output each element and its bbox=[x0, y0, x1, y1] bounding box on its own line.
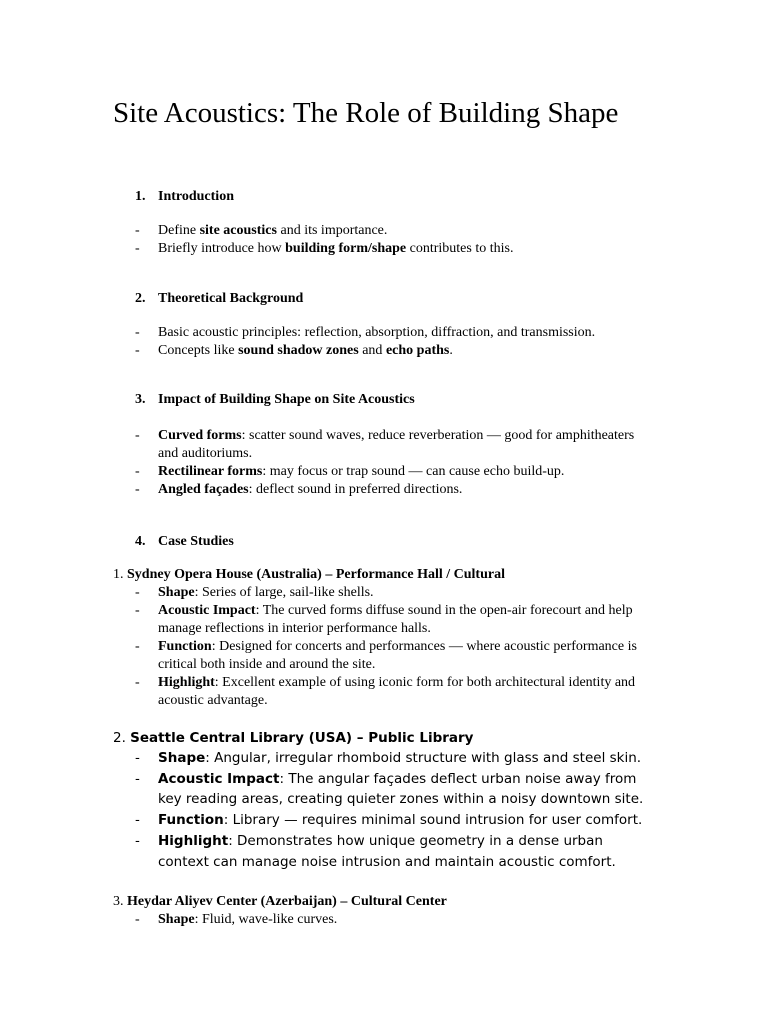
bullet-text: : The angular façades deflect urban noise away from key reading areas, creating quieter zones within a noisy downtown site. bbox=[158, 770, 644, 808]
bullet-item bbox=[135, 674, 655, 710]
case-number: 1. bbox=[113, 567, 127, 582]
bullet-text: : Fluid, wave-like curves. bbox=[194, 912, 338, 927]
bold-term: Function bbox=[158, 639, 212, 654]
section-heading-text: Theoretical Background bbox=[158, 291, 304, 306]
bullet-item bbox=[135, 222, 655, 240]
section-number: 1. bbox=[135, 189, 146, 204]
case-number: 2. bbox=[113, 730, 131, 746]
case-study-title-sydney bbox=[113, 566, 505, 584]
bullet-text: : The curved forms diffuse sound in the open-air forecourt and help manage reflections in interior performance halls. bbox=[158, 603, 633, 636]
case-title-text: Seattle Central Library (USA) – Public Library bbox=[130, 730, 474, 746]
bullet-text: Basic acoustic principles: reflection, absorption, diffraction, and transmission. bbox=[158, 325, 596, 340]
bullet-list bbox=[135, 222, 655, 258]
section-heading-case-studies bbox=[135, 533, 234, 551]
bullet-text: : Excellent example of using iconic form for both architectural identity and acoustic advantage. bbox=[158, 675, 636, 708]
bullet-list bbox=[135, 911, 655, 929]
bold-term: sound shadow zones bbox=[238, 343, 359, 358]
case-title-text: Heydar Aliyev Center (Azerbaijan) – Cultural Center bbox=[127, 894, 447, 909]
section-heading-impact bbox=[135, 391, 415, 409]
bullet-item bbox=[135, 463, 655, 481]
bullet-text: : Series of large, sail-like shells. bbox=[194, 585, 374, 600]
bold-term: Angled façades bbox=[158, 482, 249, 497]
bullet-text: : scatter sound waves, reduce reverberation — good for amphitheaters and auditoriums. bbox=[158, 428, 635, 461]
section-heading-theoretical-background bbox=[135, 290, 303, 308]
bullet-text: : Designed for concerts and performances — where acoustic performance is critical both inside and around the site. bbox=[158, 639, 637, 672]
bullet-item bbox=[135, 748, 655, 769]
section-heading-text: Impact of Building Shape on Site Acoustics bbox=[158, 392, 415, 407]
section-heading-text: Case Studies bbox=[158, 534, 234, 549]
case-study-title-seattle bbox=[113, 728, 473, 748]
bold-term: Shape bbox=[158, 750, 206, 766]
bullet-text: : deflect sound in preferred directions. bbox=[248, 482, 463, 497]
case-number: 3. bbox=[113, 894, 127, 909]
case-title-text: Sydney Opera House (Australia) – Performance Hall / Cultural bbox=[127, 567, 505, 582]
case-study-title-heydar-aliyev bbox=[113, 893, 447, 911]
section-number: 4. bbox=[135, 534, 146, 549]
bullet-text: Briefly introduce how bbox=[158, 241, 286, 256]
bullet-item bbox=[135, 342, 655, 360]
bullet-item bbox=[135, 481, 655, 499]
bullet-text: . bbox=[449, 343, 453, 358]
bullet-list bbox=[135, 427, 655, 499]
bullet-item bbox=[135, 911, 655, 929]
bullet-text: Define bbox=[158, 223, 200, 238]
bullet-text: : Demonstrates how unique geometry in a dense urban context can manage noise intrusion and maintain acoustic comfort. bbox=[158, 832, 616, 870]
bold-term: Rectilinear forms bbox=[158, 464, 263, 479]
bullet-item bbox=[135, 638, 655, 674]
bullet-item bbox=[135, 324, 655, 342]
bold-term: echo paths bbox=[385, 343, 450, 358]
bullet-text: and its importance. bbox=[276, 223, 388, 238]
bullet-text: Concepts like bbox=[158, 343, 239, 358]
bold-term: building form/shape bbox=[285, 241, 407, 256]
section-number: 2. bbox=[135, 291, 146, 306]
bullet-text: : Library — requires minimal sound intrusion for user comfort. bbox=[223, 812, 643, 829]
bold-term: Highlight bbox=[158, 675, 215, 690]
bold-term: Function bbox=[158, 812, 224, 829]
bullet-item bbox=[135, 831, 655, 872]
bullet-list bbox=[135, 584, 655, 710]
section-number: 3. bbox=[135, 392, 146, 407]
bold-term: Curved forms bbox=[158, 428, 242, 443]
bullet-item bbox=[135, 769, 655, 810]
bullet-text: contributes to this. bbox=[406, 241, 514, 256]
bold-term: Highlight bbox=[158, 832, 229, 849]
bullet-list bbox=[135, 748, 655, 872]
bullet-item bbox=[135, 602, 655, 638]
bullet-item bbox=[135, 584, 655, 602]
bullet-item bbox=[135, 427, 655, 463]
bold-term: Acoustic Impact bbox=[158, 603, 256, 618]
section-heading-text: Introduction bbox=[158, 189, 234, 204]
bold-term: Acoustic Impact bbox=[158, 770, 280, 787]
bullet-text: and bbox=[358, 343, 386, 358]
bullet-text: : may focus or trap sound — can cause echo build-up. bbox=[262, 464, 565, 479]
bullet-item bbox=[135, 810, 655, 831]
bullet-item bbox=[135, 240, 655, 258]
bullet-list bbox=[135, 324, 655, 360]
document-title: Site Acoustics: The Role of Building Shape bbox=[113, 97, 619, 129]
section-heading-introduction bbox=[135, 188, 234, 206]
bullet-text: : Angular, irregular rhomboid structure with glass and steel skin. bbox=[205, 750, 642, 766]
bold-term: Shape bbox=[158, 585, 195, 600]
bold-term: site acoustics bbox=[199, 223, 277, 238]
bold-term: Shape bbox=[158, 912, 195, 927]
